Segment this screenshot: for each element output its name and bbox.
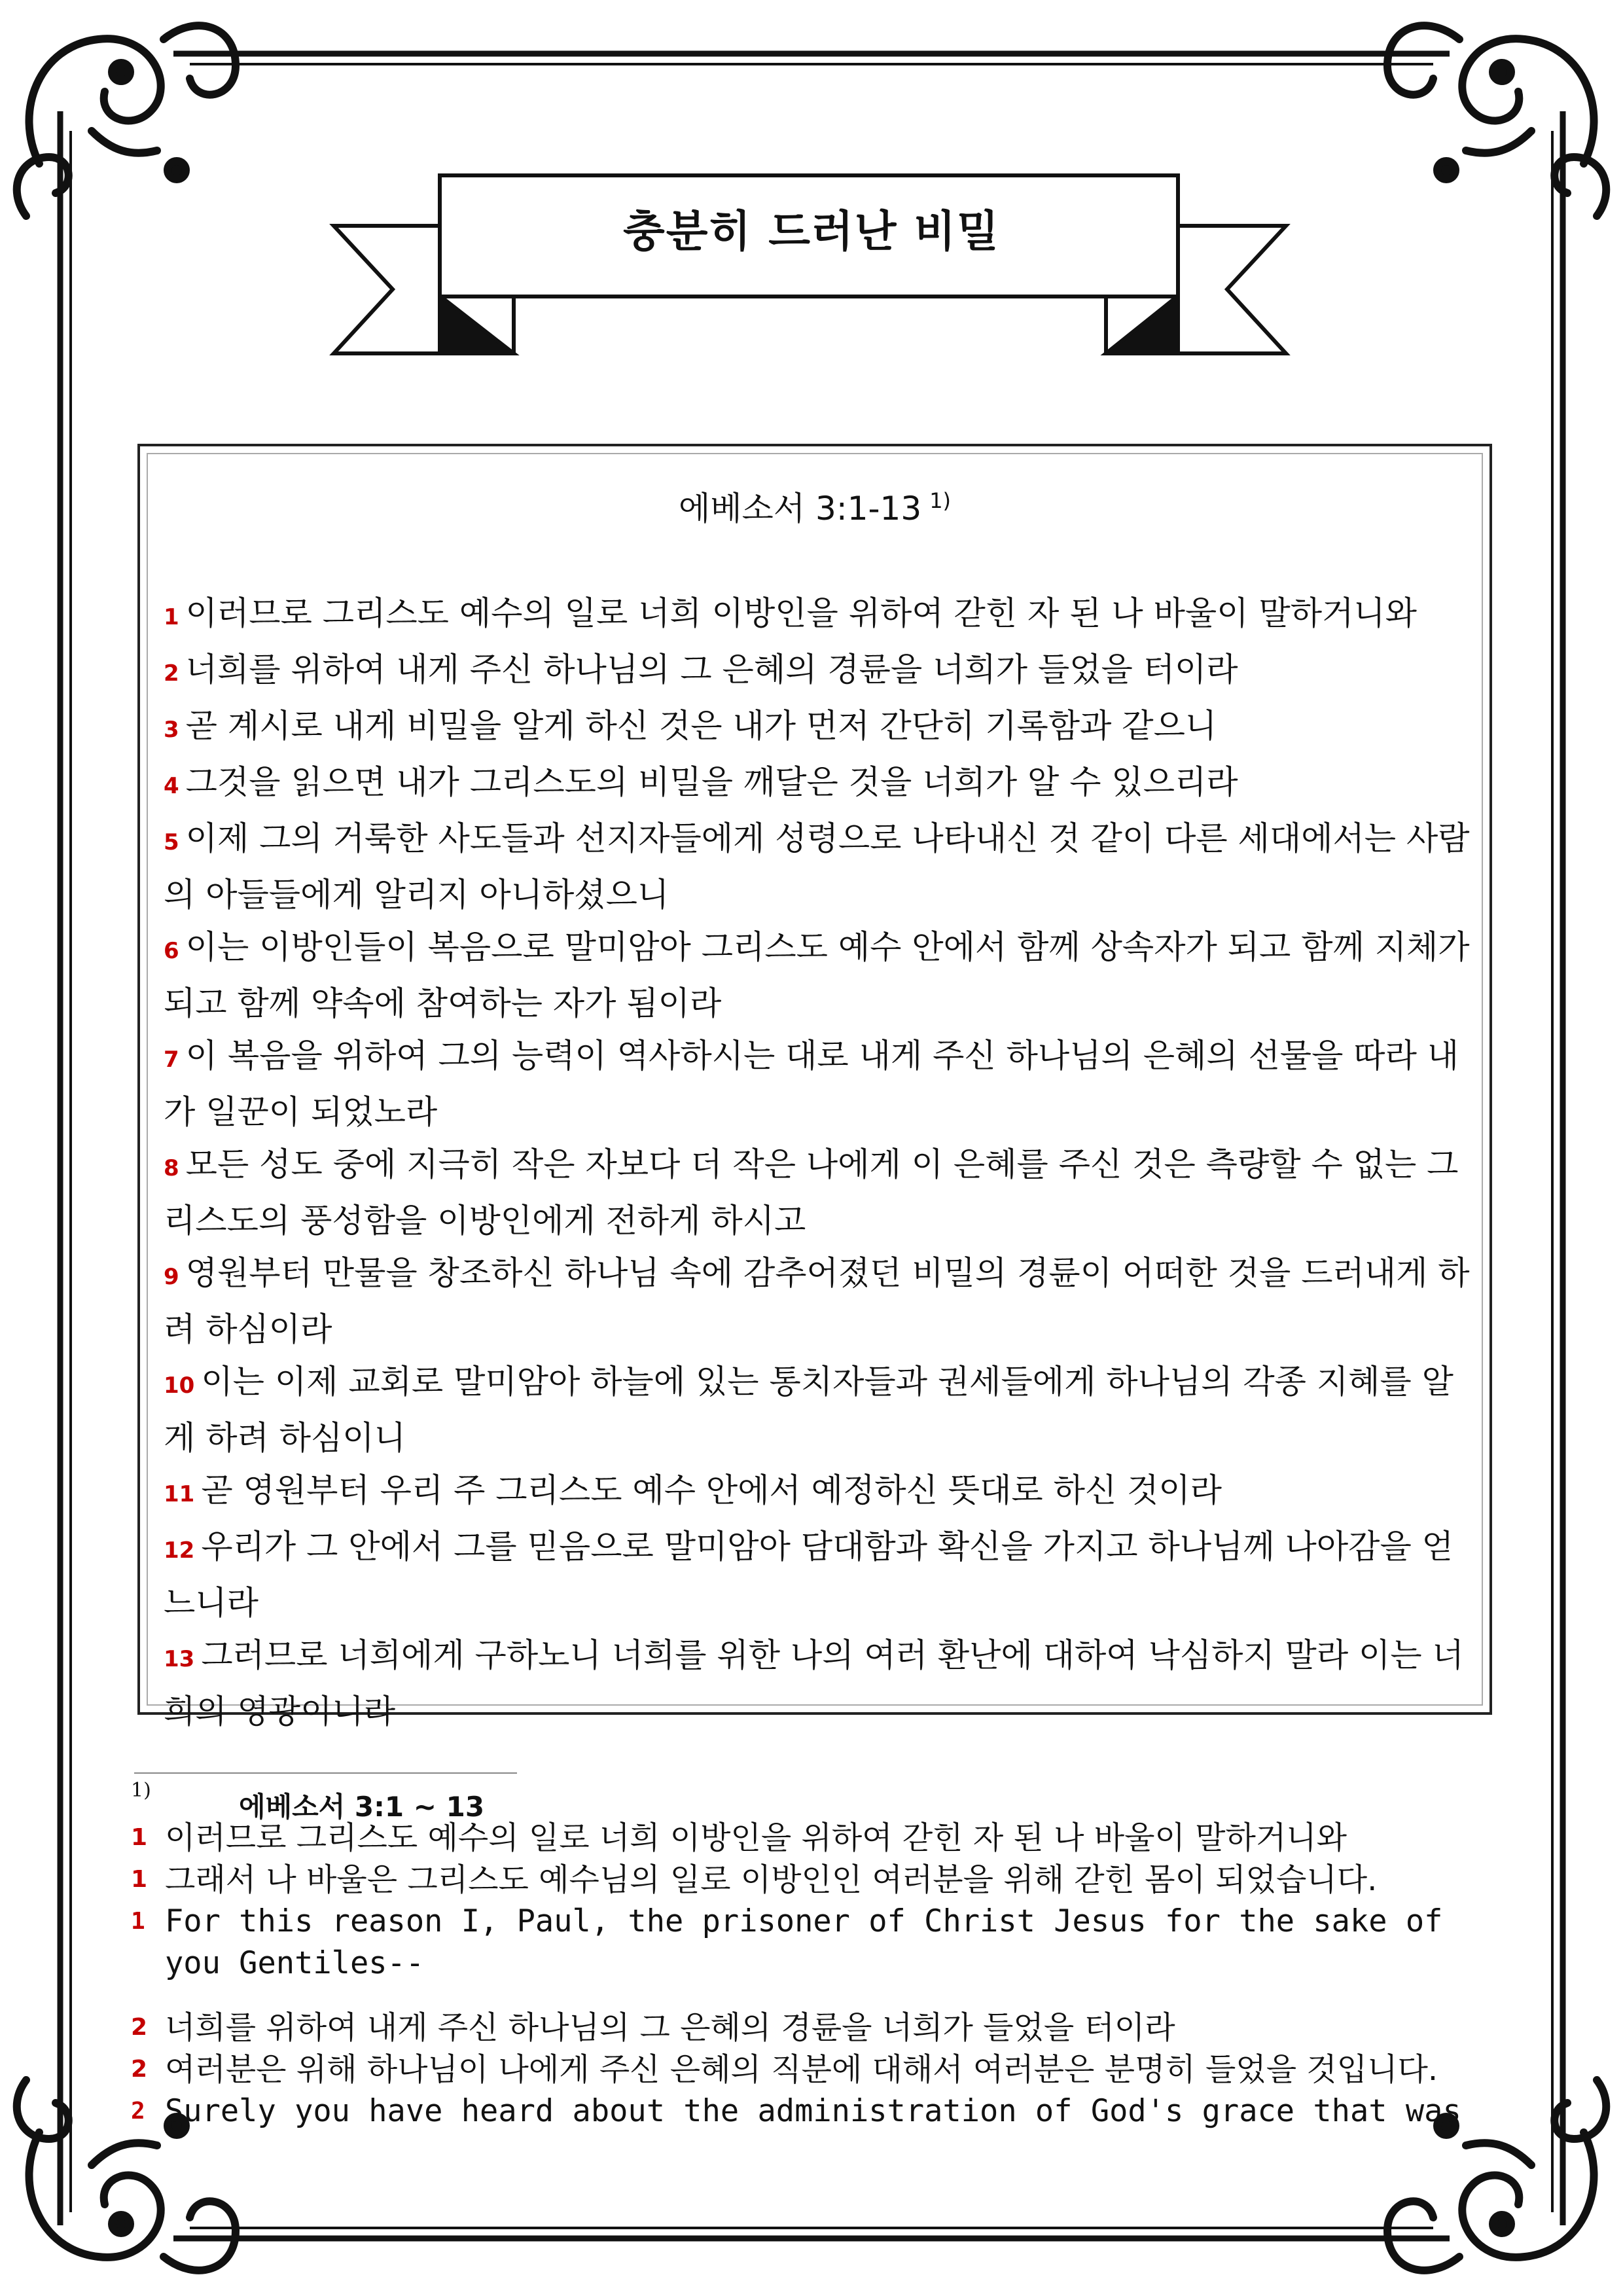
verse-number: 3 (164, 717, 179, 743)
footnote-verse-text: 너희를 위하여 내게 주신 하나님의 그 은혜의 경륜을 너희가 들었을 터이라 (165, 2009, 1175, 2046)
footnote-verse-text: 여러분은 위해 하나님이 나에게 주신 은혜의 직분에 대해서 여러분은 분명히 들었을 것입니다. (165, 2051, 1438, 2088)
verse-number: 1 (164, 604, 179, 630)
verse-text: 이러므로 그리스도 예수의 일로 너희 이방인을 위하여 갇힌 자 된 나 바울이 말하거니와 (185, 594, 1417, 632)
footnote-verse-text: Surely you have heard about the administration of God's grace that was (165, 2093, 1461, 2129)
verse-text: 그러므로 너희에게 구하노니 너희를 위한 나의 여러 환난에 대하여 낙심하지 말라 이는 너희의 영광이니라 (164, 1636, 1464, 1731)
verse-number: 9 (164, 1264, 179, 1290)
verse-number: 7 (164, 1047, 179, 1073)
verse-text: 이제 그의 거룩한 사도들과 선지자들에게 성령으로 나타내신 것 같이 다른 세대에서는 사람의 아들들에게 알리지 아니하셨으니 (164, 819, 1470, 914)
verse-list (164, 587, 1472, 1738)
verse-text: 너희를 위하여 내게 주신 하나님의 그 은혜의 경륜을 너희가 들었을 터이라 (185, 651, 1238, 689)
verse (164, 756, 1472, 812)
footnote-body (131, 1817, 1492, 2132)
verse-number: 5 (164, 829, 179, 855)
footnote-mark[interactable]: 1) (929, 488, 952, 513)
verse (164, 921, 1472, 1030)
verse-text: 이 복음을 위하여 그의 능력이 역사하시는 대로 내게 주신 하나님의 은혜의 선물을 따라 내가 일꾼이 되었노라 (164, 1037, 1459, 1131)
footnote-verse-number: 2 (131, 2014, 148, 2041)
verse (164, 1138, 1472, 1247)
footnote-verse-number: 1 (131, 1908, 145, 1935)
verse-number: 12 (164, 1537, 195, 1564)
verse (164, 1464, 1472, 1520)
scripture-box (137, 444, 1492, 1731)
verse-text: 곧 계시로 내게 비밀을 알게 하신 것은 내가 먼저 간단히 기록함과 같으니 (185, 707, 1217, 745)
verse (164, 1247, 1472, 1355)
page-title: 충분히 드러난 비밀 (622, 206, 1000, 257)
footnote-verse-number: 2 (131, 2098, 145, 2125)
verse-text: 이는 이제 교회로 말미암아 하늘에 있는 통치자들과 권세들에게 하나님의 각종 지혜를 알게 하려 하심이니 (164, 1363, 1454, 1457)
verse (164, 587, 1472, 643)
verse-text: 모든 성도 중에 지극히 작은 자보다 더 작은 나에게 이 은혜를 주신 것은 측량할 수 없는 그리스도의 풍성함을 이방인에게 전하게 하시고 (164, 1145, 1459, 1240)
footnote-verse-text: 이러므로 그리스도 예수의 일로 너희 이방인을 위하여 갇힌 자 된 나 바울이 말하거니와 (165, 1820, 1347, 1856)
passage-reference (140, 482, 1489, 529)
verse-text: 곧 영원부터 우리 주 그리스도 예수 안에서 예정하신 뜻대로 하신 것이라 (201, 1471, 1222, 1509)
passage-reference-text: 에베소서 3:1-13 (678, 490, 922, 528)
verse (164, 1520, 1472, 1629)
verse-number: 8 (164, 1155, 179, 1181)
verse-number: 13 (164, 1646, 195, 1672)
footnote-group-gap (131, 1984, 1492, 2007)
footnote-reference: 에베소서 3:1 ~ 13 (239, 1791, 485, 1823)
footnote (131, 1779, 1492, 2132)
footnote-verse-number: 1 (131, 1866, 148, 1893)
footnote-verse-number: 1 (131, 1824, 148, 1851)
verse (164, 1355, 1472, 1464)
footnote-line (131, 2049, 1492, 2090)
footnote-number: 1) (131, 1779, 151, 1802)
verse-text: 우리가 그 안에서 그를 믿음으로 말미암아 담대함과 확신을 가지고 하나님께 나아감을 얻느니라 (164, 1528, 1454, 1622)
footnote-verse-number: 2 (131, 2056, 148, 2083)
footnote-line (131, 2007, 1492, 2049)
verse-number: 4 (164, 773, 179, 799)
footnote-verse-text: 그래서 나 바울은 그리스도 예수님의 일로 이방인인 여러분을 위해 갇힌 몸이 되었습니다. (165, 1861, 1378, 1898)
verse-text: 이는 이방인들이 복음으로 말미암아 그리스도 예수 안에서 함께 상속자가 되고 함께 지체가 되고 함께 약속에 참여하는 자가 됨이라 (164, 928, 1470, 1022)
verse-text: 영원부터 만물을 창조하신 하나님 속에 감추어졌던 비밀의 경륜이 어떠한 것을 드러내게 하려 하심이라 (164, 1254, 1470, 1348)
footnote-line (131, 1859, 1492, 1901)
footnote-verse-text: For this reason I, Paul, the prisoner of Christ Jesus for the sake of you Gentiles-- (165, 1903, 1443, 1981)
verse-text: 그것을 읽으면 내가 그리스도의 비밀을 깨달은 것을 너희가 알 수 있으리라 (185, 763, 1238, 801)
verse (164, 643, 1472, 700)
verse-number: 10 (164, 1372, 195, 1399)
verse (164, 812, 1472, 921)
verse-number: 11 (164, 1481, 195, 1507)
footnote-line (131, 1817, 1492, 1859)
footnote-divider (134, 1772, 517, 1774)
verse (164, 1030, 1472, 1138)
verse (164, 700, 1472, 756)
verse-number: 2 (164, 660, 179, 687)
footnote-line (131, 2090, 1492, 2132)
verse-number: 6 (164, 938, 179, 964)
footnote-header (131, 1779, 1492, 1823)
footnote-line (131, 1901, 1492, 1984)
verse (164, 1629, 1472, 1738)
